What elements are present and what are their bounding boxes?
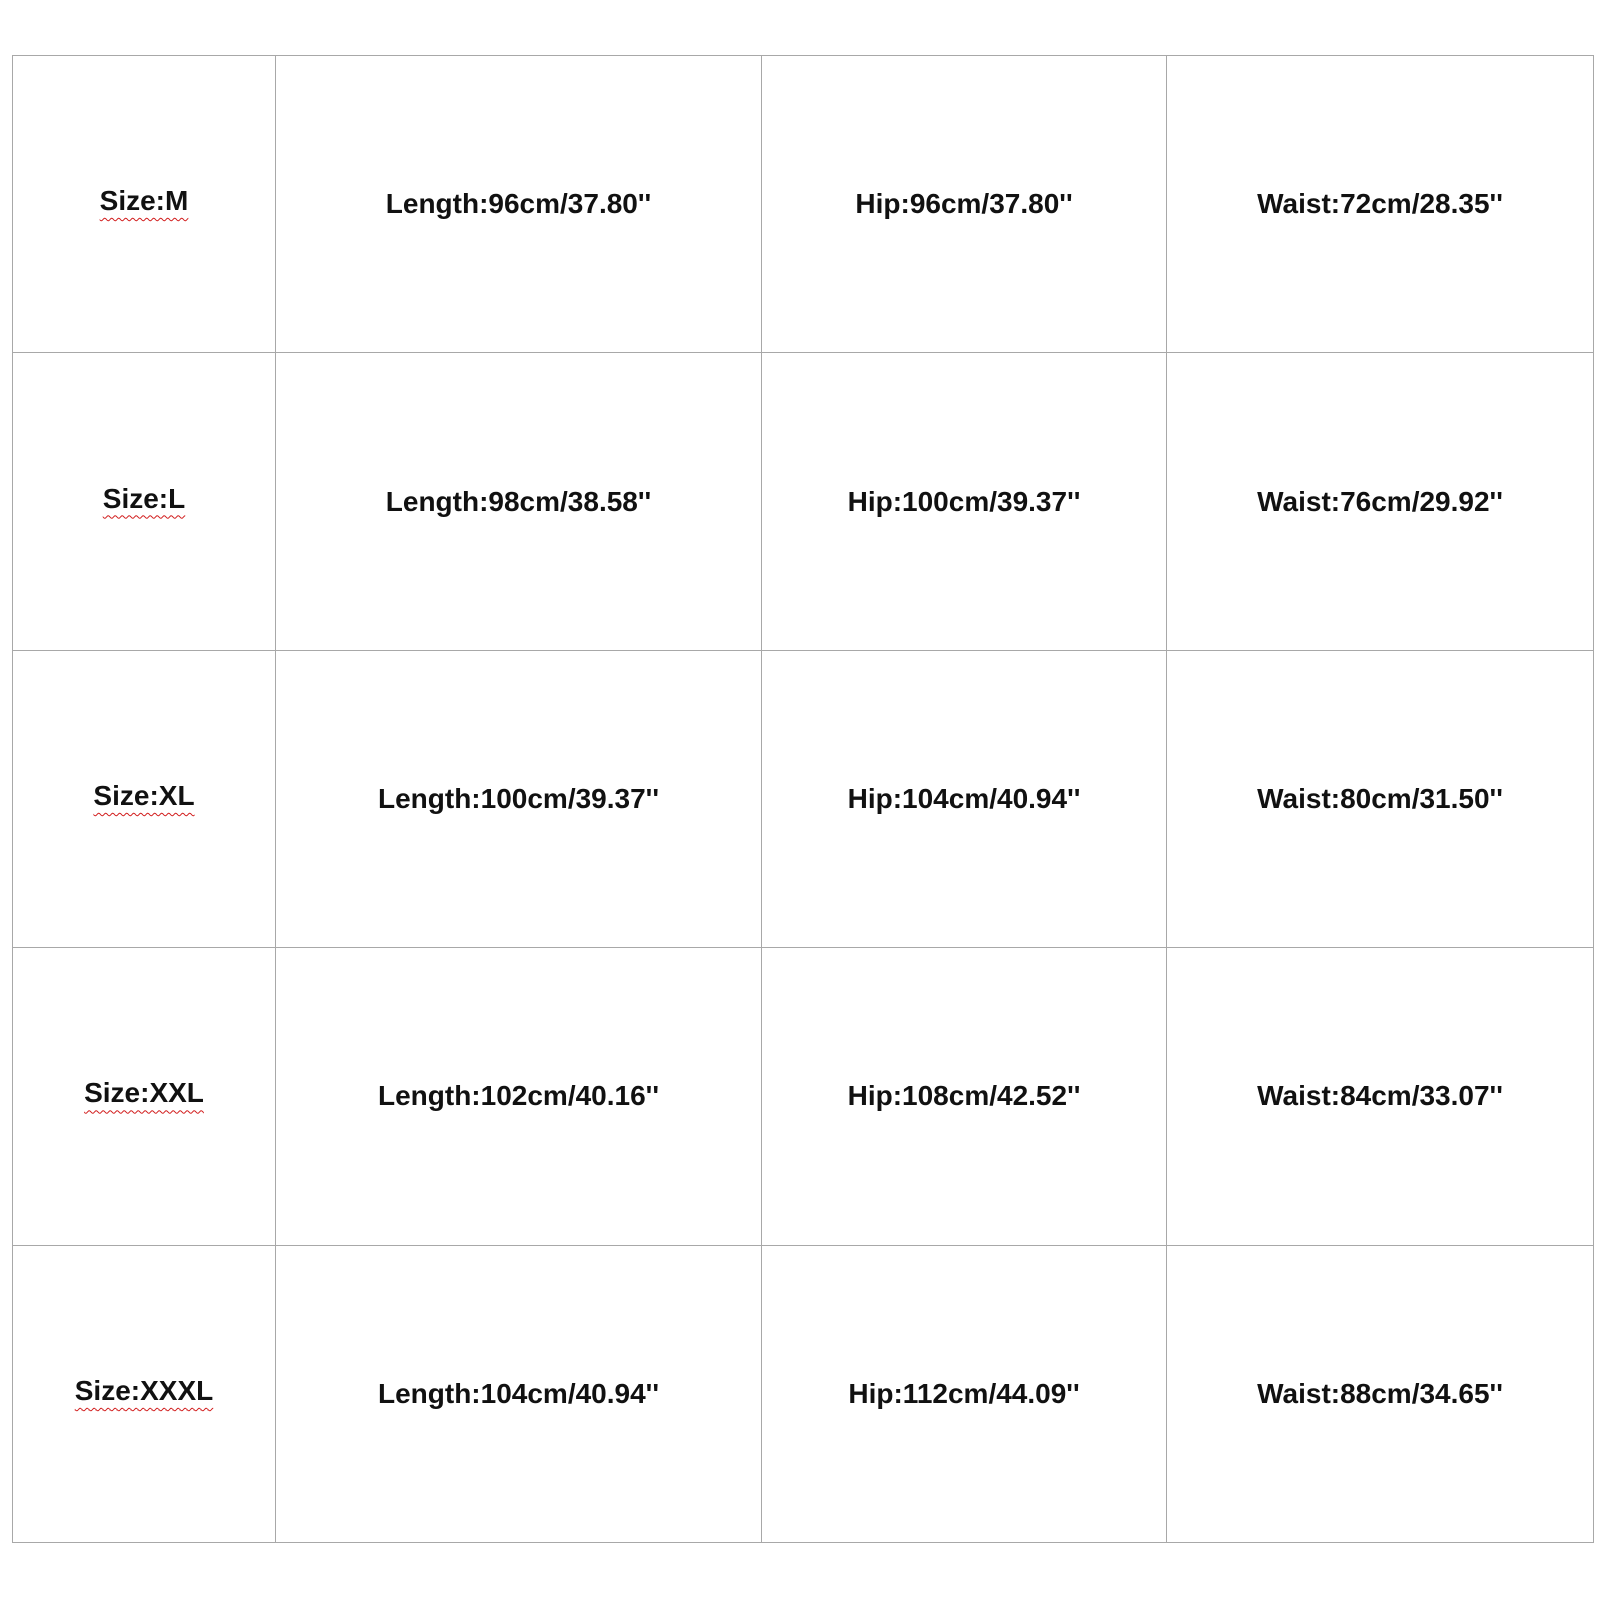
size-label: Size:XXXL bbox=[74, 1374, 214, 1406]
length-cell: Length:102cm/40.16'' bbox=[276, 948, 762, 1245]
size-chart-table bbox=[12, 55, 1594, 1543]
length-cell: Length:96cm/37.80'' bbox=[276, 56, 762, 353]
size-label: Size:XXL bbox=[84, 1077, 204, 1109]
size-cell bbox=[13, 948, 276, 1245]
waist-cell: Waist:76cm/29.92'' bbox=[1167, 353, 1594, 650]
table-row bbox=[13, 353, 1594, 650]
size-cell bbox=[13, 56, 276, 353]
waist-cell: Waist:80cm/31.50'' bbox=[1167, 650, 1594, 947]
waist-cell: Waist:72cm/28.35'' bbox=[1167, 56, 1594, 353]
table-row bbox=[13, 948, 1594, 1245]
hip-cell: Hip:96cm/37.80'' bbox=[762, 56, 1167, 353]
length-cell: Length:104cm/40.94'' bbox=[276, 1245, 762, 1542]
waist-cell: Waist:84cm/33.07'' bbox=[1167, 948, 1594, 1245]
table-row bbox=[13, 650, 1594, 947]
length-cell: Length:100cm/39.37'' bbox=[276, 650, 762, 947]
table-row bbox=[13, 56, 1594, 353]
hip-cell: Hip:100cm/39.37'' bbox=[762, 353, 1167, 650]
hip-cell: Hip:108cm/42.52'' bbox=[762, 948, 1167, 1245]
size-label: Size:M bbox=[99, 185, 189, 217]
length-cell: Length:98cm/38.58'' bbox=[276, 353, 762, 650]
size-cell bbox=[13, 353, 276, 650]
waist-cell: Waist:88cm/34.65'' bbox=[1167, 1245, 1594, 1542]
size-cell bbox=[13, 1245, 276, 1542]
table-row bbox=[13, 1245, 1594, 1542]
size-label: Size:L bbox=[102, 482, 186, 514]
hip-cell: Hip:104cm/40.94'' bbox=[762, 650, 1167, 947]
hip-cell: Hip:112cm/44.09'' bbox=[762, 1245, 1167, 1542]
size-cell bbox=[13, 650, 276, 947]
size-label: Size:XL bbox=[93, 779, 195, 811]
